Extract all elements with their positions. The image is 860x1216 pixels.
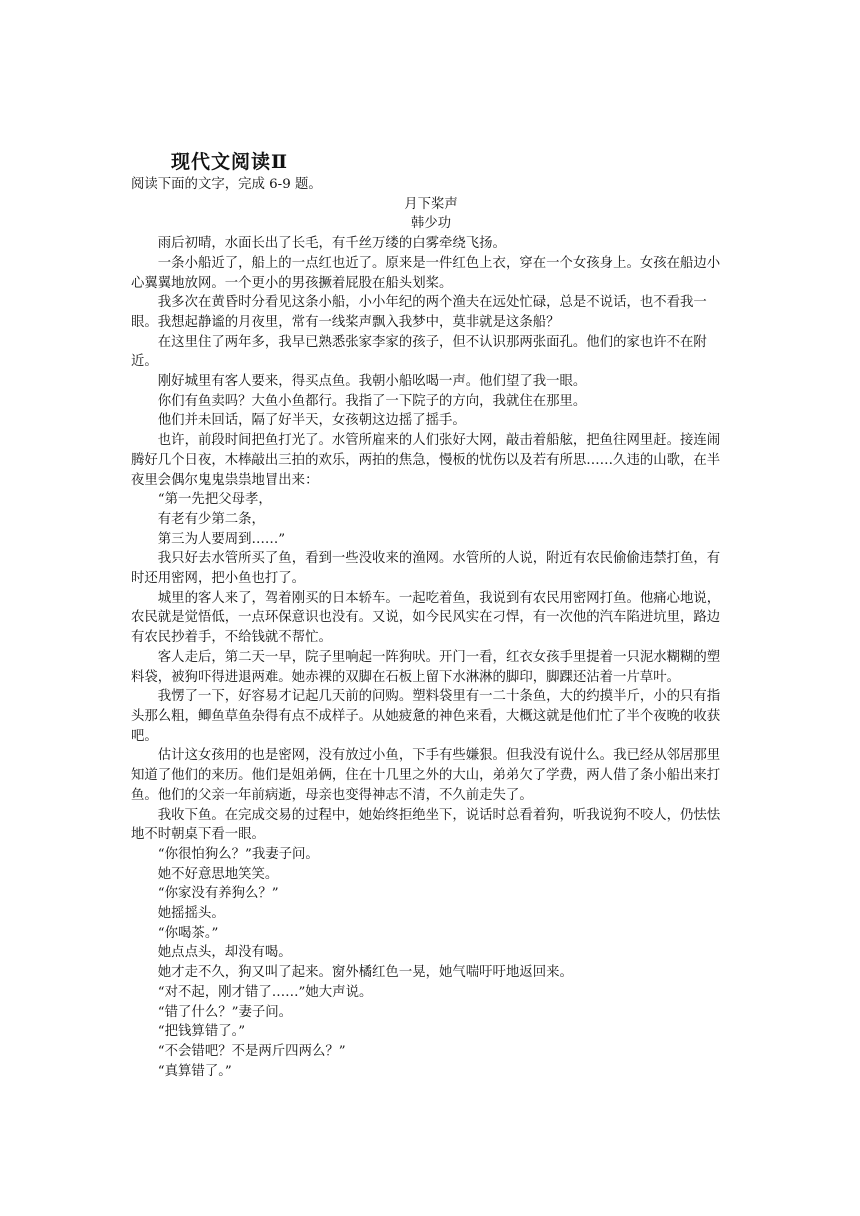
dialog-line: “你家没有养狗么？” (157, 886, 279, 902)
dialog-line: 她不好意思地笑笑。 (157, 866, 279, 882)
story-title: 月下桨声 (404, 196, 458, 212)
poem-line: “第一先把父母孝， (157, 492, 272, 508)
dialog-line: “对不起，刚才错了……”她大声说。 (157, 984, 373, 1000)
dialog-line: 她才走不久，狗又叫了起来。窗外橘红色一晃，她气喘吁吁地返回来。 (157, 965, 573, 981)
paragraph: 我只好去水管所买了鱼，看到一些没收来的渔网。水管所的人说，附近有农民偷偷违禁打鱼，有时还用密网，把小鱼也打了。 (131, 551, 721, 587)
paragraph: 刚好城里有客人要来，得买点鱼。我朝小船吆喝一声。他们望了我一眼。 (157, 374, 587, 390)
poem-line: 第三为人要周到……” (157, 531, 286, 547)
dialog-line: “错了什么？”妻子问。 (157, 1004, 293, 1020)
article-body (131, 175, 731, 1081)
paragraph: 一条小船近了，船上的一点红也近了。原来是一件红色上衣，穿在一个女孩身上。女孩在船边小心翼翼地放网。一个更小的男孩撅着屁股在船头划桨。 (131, 255, 721, 291)
paragraph: 我收下鱼。在完成交易的过程中，她始终拒绝坐下，说话时总看着狗，听我说狗不咬人，仍怯怯地不时朝桌下看一眼。 (131, 807, 721, 843)
dialog-line: “你喝茶。” (157, 925, 219, 941)
paragraph: 我多次在黄昏时分看见这条小船，小小年纪的两个渔夫在远处忙碌，总是不说话，也不看我一眼。我想起静谧的月夜里，常有一线桨声飘入我梦中，莫非就是这条船？ (131, 295, 707, 330)
dialog-line: “真算错了。” (157, 1063, 232, 1079)
dialog-line: “不会错吧？不是两斤四两么？” (157, 1043, 346, 1059)
paragraph: 你们有鱼卖吗？大鱼小鱼都行。我指了一下院子的方向，我就住在那里。 (157, 393, 587, 409)
paragraph: 估计这女孩用的也是密网，没有放过小鱼，下手有些嫌狠。但我没有说什么。我已经从邻居那里知道了他们的来历。他们是姐弟俩，住在十几里之外的大山，弟弟欠了学费，两人借了条小船出来打鱼。他们的父亲一年前病逝，母亲也变得神志不清，不久前走失了。 (131, 748, 721, 803)
section-title: 现代文阅读Ⅱ (171, 151, 289, 173)
paragraph: 我愣了一下，好容易才记起几天前的问购。塑料袋里有一二十条鱼，大的约摸半斤，小的只有指头那么粗，鲫鱼草鱼杂得有点不成样子。从她疲惫的神色来看，大概这就是他们忙了半个夜晚的收获吧。 (131, 689, 721, 744)
paragraph: 雨后初晴，水面长出了长毛，有千丝万缕的白雾牵绕飞扬。 (157, 236, 506, 252)
paragraph: 城里的客人来了，驾着刚买的日本轿车。一起吃着鱼，我说到有农民用密网打鱼。他痛心地说，农民就是觉悟低，一点环保意识也没有。又说，如今民风实在刁悍，有一次他的汽车陷进坑里，路边有农民抄着手，不给钱就不帮忙。 (131, 590, 721, 646)
dialog-line: “你很怕狗么？”我妻子问。 (157, 846, 319, 862)
dialog-line: 她摇摇头。 (157, 906, 225, 922)
paragraph: 客人走后，第二天一早，院子里响起一阵狗吠。开门一看，红衣女孩手里提着一只泥水糊糊的塑料袋，被狗吓得进退两难。她赤裸的双脚在石板上留下水淋淋的脚印，脚踝还沾着一片草叶。 (131, 649, 721, 685)
dialog-line: 她点点头，却没有喝。 (157, 945, 292, 961)
dialog-line: “把钱算错了。” (157, 1024, 246, 1040)
poem-line: 有老有少第二条， (157, 511, 265, 527)
paragraph: 他们并未回话，隔了好半天，女孩朝这边摇了摇手。 (157, 413, 466, 429)
author: 韩少功 (410, 216, 452, 232)
instruction: 阅读下面的文字，完成 6-9 题。 (131, 177, 322, 192)
paragraph: 在这里住了两年多，我早已熟悉张家李家的孩子，但不认识那两张面孔。他们的家也许不在附近。 (131, 334, 707, 370)
paragraph: 也许，前段时间把鱼打光了。水管所雇来的人们张好大网，敲击着船舷，把鱼往网里赶。接连闹腾好几个日夜，木棒敲出三拍的欢乐，两拍的焦急，慢板的忧伤以及若有所思……久违的山歌，在半夜里会偶尔鬼鬼祟祟地冒出来： (131, 433, 721, 488)
